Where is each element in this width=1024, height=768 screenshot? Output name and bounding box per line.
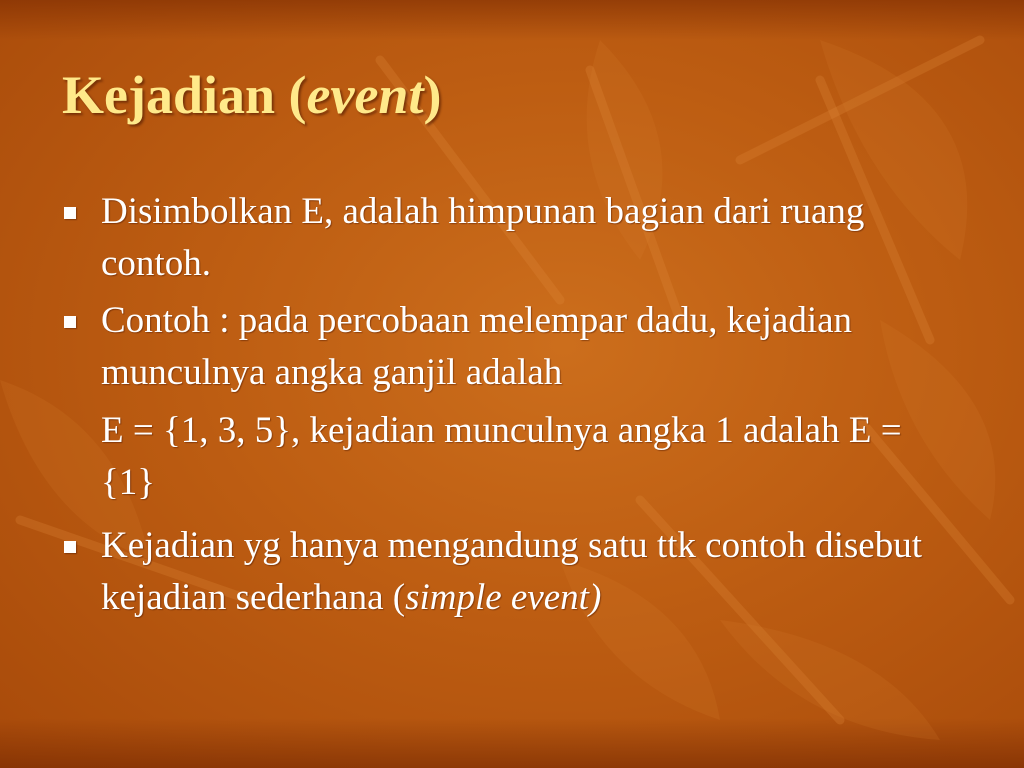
title-close: )	[423, 65, 442, 125]
square-bullet-icon	[64, 207, 76, 219]
square-bullet-icon	[64, 541, 76, 553]
continuation-text: E = {1, 3, 5}, kejadian munculnya angka 1 adalah E = {1}	[101, 410, 902, 503]
bullet-item-1	[60, 186, 960, 290]
title-emphasis: event	[306, 65, 424, 125]
bullet-list	[60, 186, 960, 629]
title-text: Kejadian (	[62, 65, 307, 125]
bullet-item-2	[60, 295, 960, 399]
bullet-item-3	[60, 520, 960, 624]
slide-title	[62, 66, 441, 125]
continuation-paragraph	[60, 405, 960, 509]
bullet-item-2-text: Contoh : pada percobaan melempar dadu, kejadian munculnya angka ganjil adalah	[101, 300, 853, 393]
bullet-item-3-text: Kejadian yg hanya mengandung satu ttk contoh disebut kejadian sederhana (	[101, 525, 923, 618]
bullet-item-1-text: Disimbolkan E, adalah himpunan bagian dari ruang contoh.	[101, 191, 865, 284]
square-bullet-icon	[64, 316, 76, 328]
bullet-item-3-emphasis: simple event)	[405, 577, 602, 618]
